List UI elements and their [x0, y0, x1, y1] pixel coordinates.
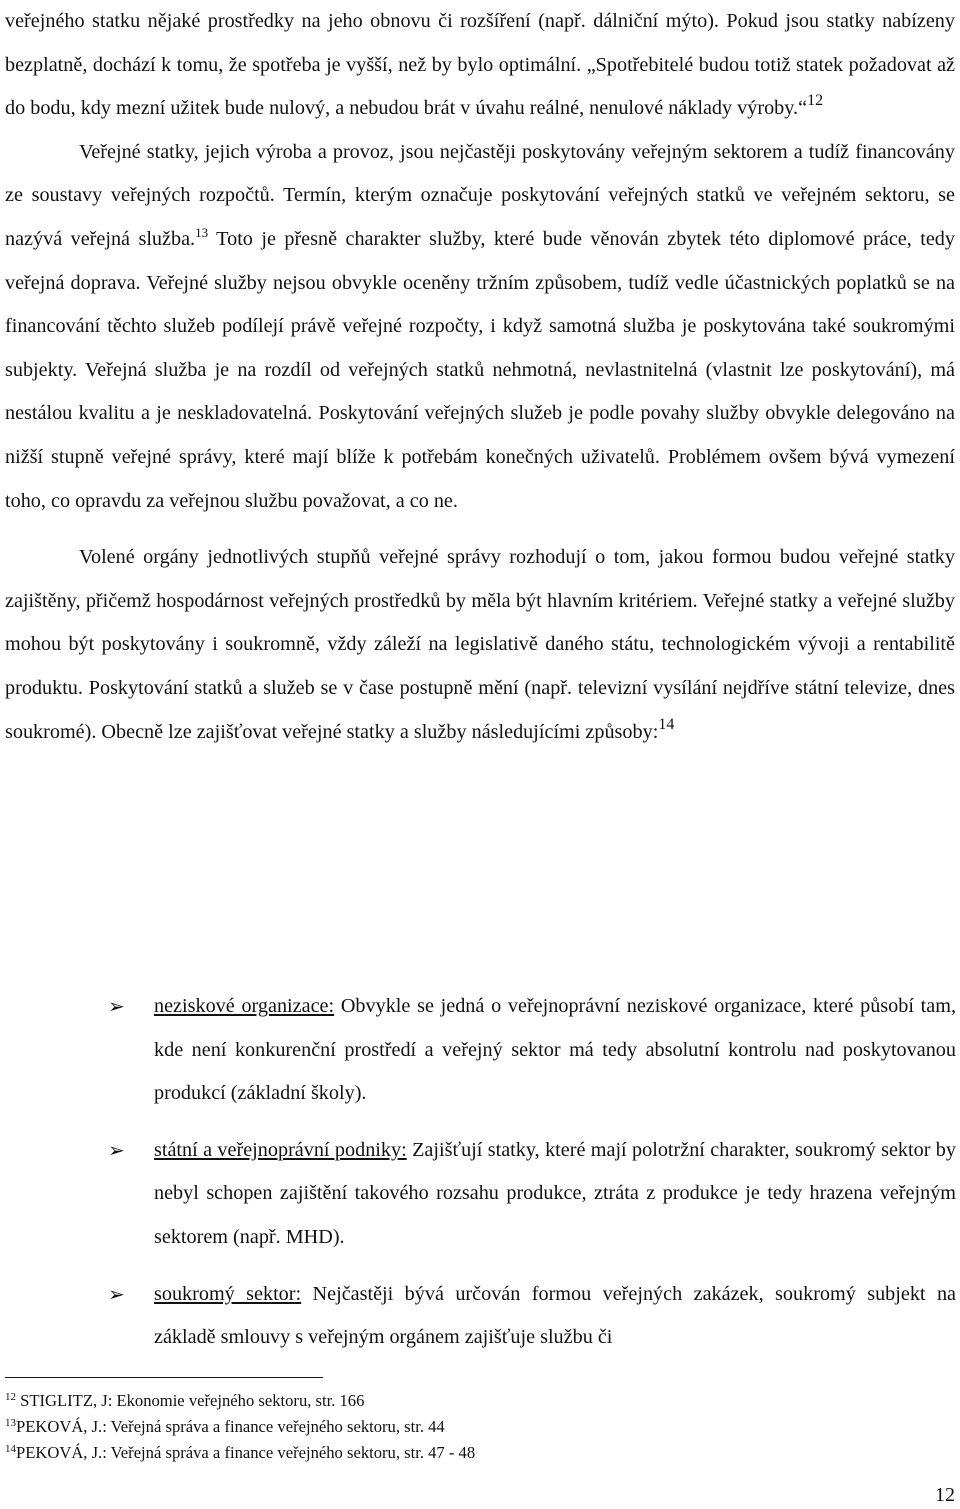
list-item: [108, 1273, 956, 1360]
footnote-ref-13: 13: [195, 224, 209, 240]
footnote-ref-12: 12: [807, 92, 824, 110]
list-item: [108, 1129, 956, 1260]
paragraph-2: [5, 131, 955, 523]
provision-methods-list: [108, 985, 956, 1360]
list-item-text: Zajišťují statky, které mají polotržní charakter, soukromý sektor by nebyl schopen zajištění takového rozsahu produkce, ztráta z produkce je tedy hrazena veřejným sektorem (např. MHD).: [154, 1138, 956, 1248]
arrow-bullet-icon: ➢: [108, 1137, 125, 1162]
arrow-bullet-icon: ➢: [108, 994, 125, 1018]
paragraph-1: [5, 0, 955, 131]
footnote-number: 14: [5, 1442, 16, 1455]
paragraph-2-text-b: Toto je přesně charakter služby, které bude věnován zbytek této diplomové práce, tedy veřejná doprava. Veřejné služby nejsou obvykle oceněny tržním způsobem, tudíž vedle účastnických poplatků se na financování těchto služeb podílejí právě veřejné rozpočty, i když samotná služba je poskytována také soukromými subjekty. Veřejná služba je na rozdíl od veřejných statků nehmotná, nevlastnitelná (vlastnit lze poskytování), má nestálou kvalitu a je neskladovatelná. Poskytování veřejných služeb je podle povahy služby obvykle delegováno na nižší stupně veřejné správy, které mají blíže k potřebám konečných uživatelů. Problémem ovšem bývá vymezení toho, co opravdu za veřejnou službu považovat, a co ne.: [5, 227, 955, 512]
paragraph-3-text: Volené orgány jednotlivých stupňů veřejné správy rozhodují o tom, jakou formou budou veřejné statky zajištěny, přičemž hospodárnost veřejných prostředků by měla být hlavním kritériem. Veřejné statky a veřejné služby mohou být poskytovány i soukromně, vždy záleží na legislativě daného státu, technologickém vývoji a rentabilitě produktu. Poskytování statků a služeb se v čase postupně mění (např. televizní vysílání nejdříve státní televize, dnes soukromé). Obecně lze zajišťovat veřejné statky a služby následujícími způsoby:: [5, 546, 955, 743]
footnote-text: PEKOVÁ, J.: Veřejná správa a finance veřejného sektoru, str. 47 - 48: [16, 1442, 476, 1462]
list-item: [108, 985, 956, 1116]
footnote-13: [5, 1414, 905, 1440]
paragraph-3: [5, 536, 955, 754]
footnote-text: STIGLITZ, J: Ekonomie veřejného sektoru, str. 166: [16, 1391, 365, 1410]
page-number: 12: [935, 1484, 955, 1506]
footnote-number: 12: [5, 1391, 16, 1403]
footnote-number: 13: [5, 1416, 16, 1429]
list-item-term: neziskové organizace:: [154, 995, 335, 1017]
list-item-term: soukromý sektor:: [154, 1282, 302, 1305]
footnote-text: PEKOVÁ, J.: Veřejná správa a finance veřejného sektoru, str. 44: [16, 1416, 445, 1436]
list-item-text: Nejčastěji bývá určován formou veřejných zakázek, soukromý subjekt na základě smlouvy s veřejným orgánem zajišťuje službu či: [154, 1282, 957, 1349]
paragraph-1-text: veřejného statku nějaké prostředky na jeho obnovu či rozšíření (např. dálniční mýto). Pokud jsou statky nabízeny bezplatně, dochází k tomu, že spotřeba je vyšší, než by bylo optimální. „Spotřebitelé budou totiž statek požadovat až do bodu, kdy mezní užitek bude nulový, a nebudou brát v úvahu reálné, nenulové náklady výroby.“: [5, 10, 955, 120]
list-item-text: Obvykle se jedná o veřejnoprávní neziskové organizace, které působí tam, kde není konkurenční prostředí a veřejný sektor má tedy absolutní kontrolu nad poskytovanou produkcí (základní školy).: [154, 995, 956, 1105]
footnote-separator: [5, 1377, 323, 1378]
footnote-14: [5, 1440, 905, 1466]
footnote-12: [5, 1388, 905, 1414]
footnote-ref-14: 14: [658, 715, 675, 733]
footnotes: [5, 1388, 905, 1465]
arrow-bullet-icon: ➢: [108, 1281, 125, 1306]
list-item-term: státní a veřejnoprávní podniky:: [154, 1138, 407, 1161]
paragraph-2-text-a: Veřejné statky, jejich výroba a provoz, jsou nejčastěji poskytovány veřejným sektorem a tudíž financovány ze soustavy veřejných rozpočtů. Termín, kterým označuje poskytování veřejných statků ve veřejném sektoru, se nazývá veřejná služba.: [5, 140, 955, 250]
body-text: [5, 0, 955, 754]
